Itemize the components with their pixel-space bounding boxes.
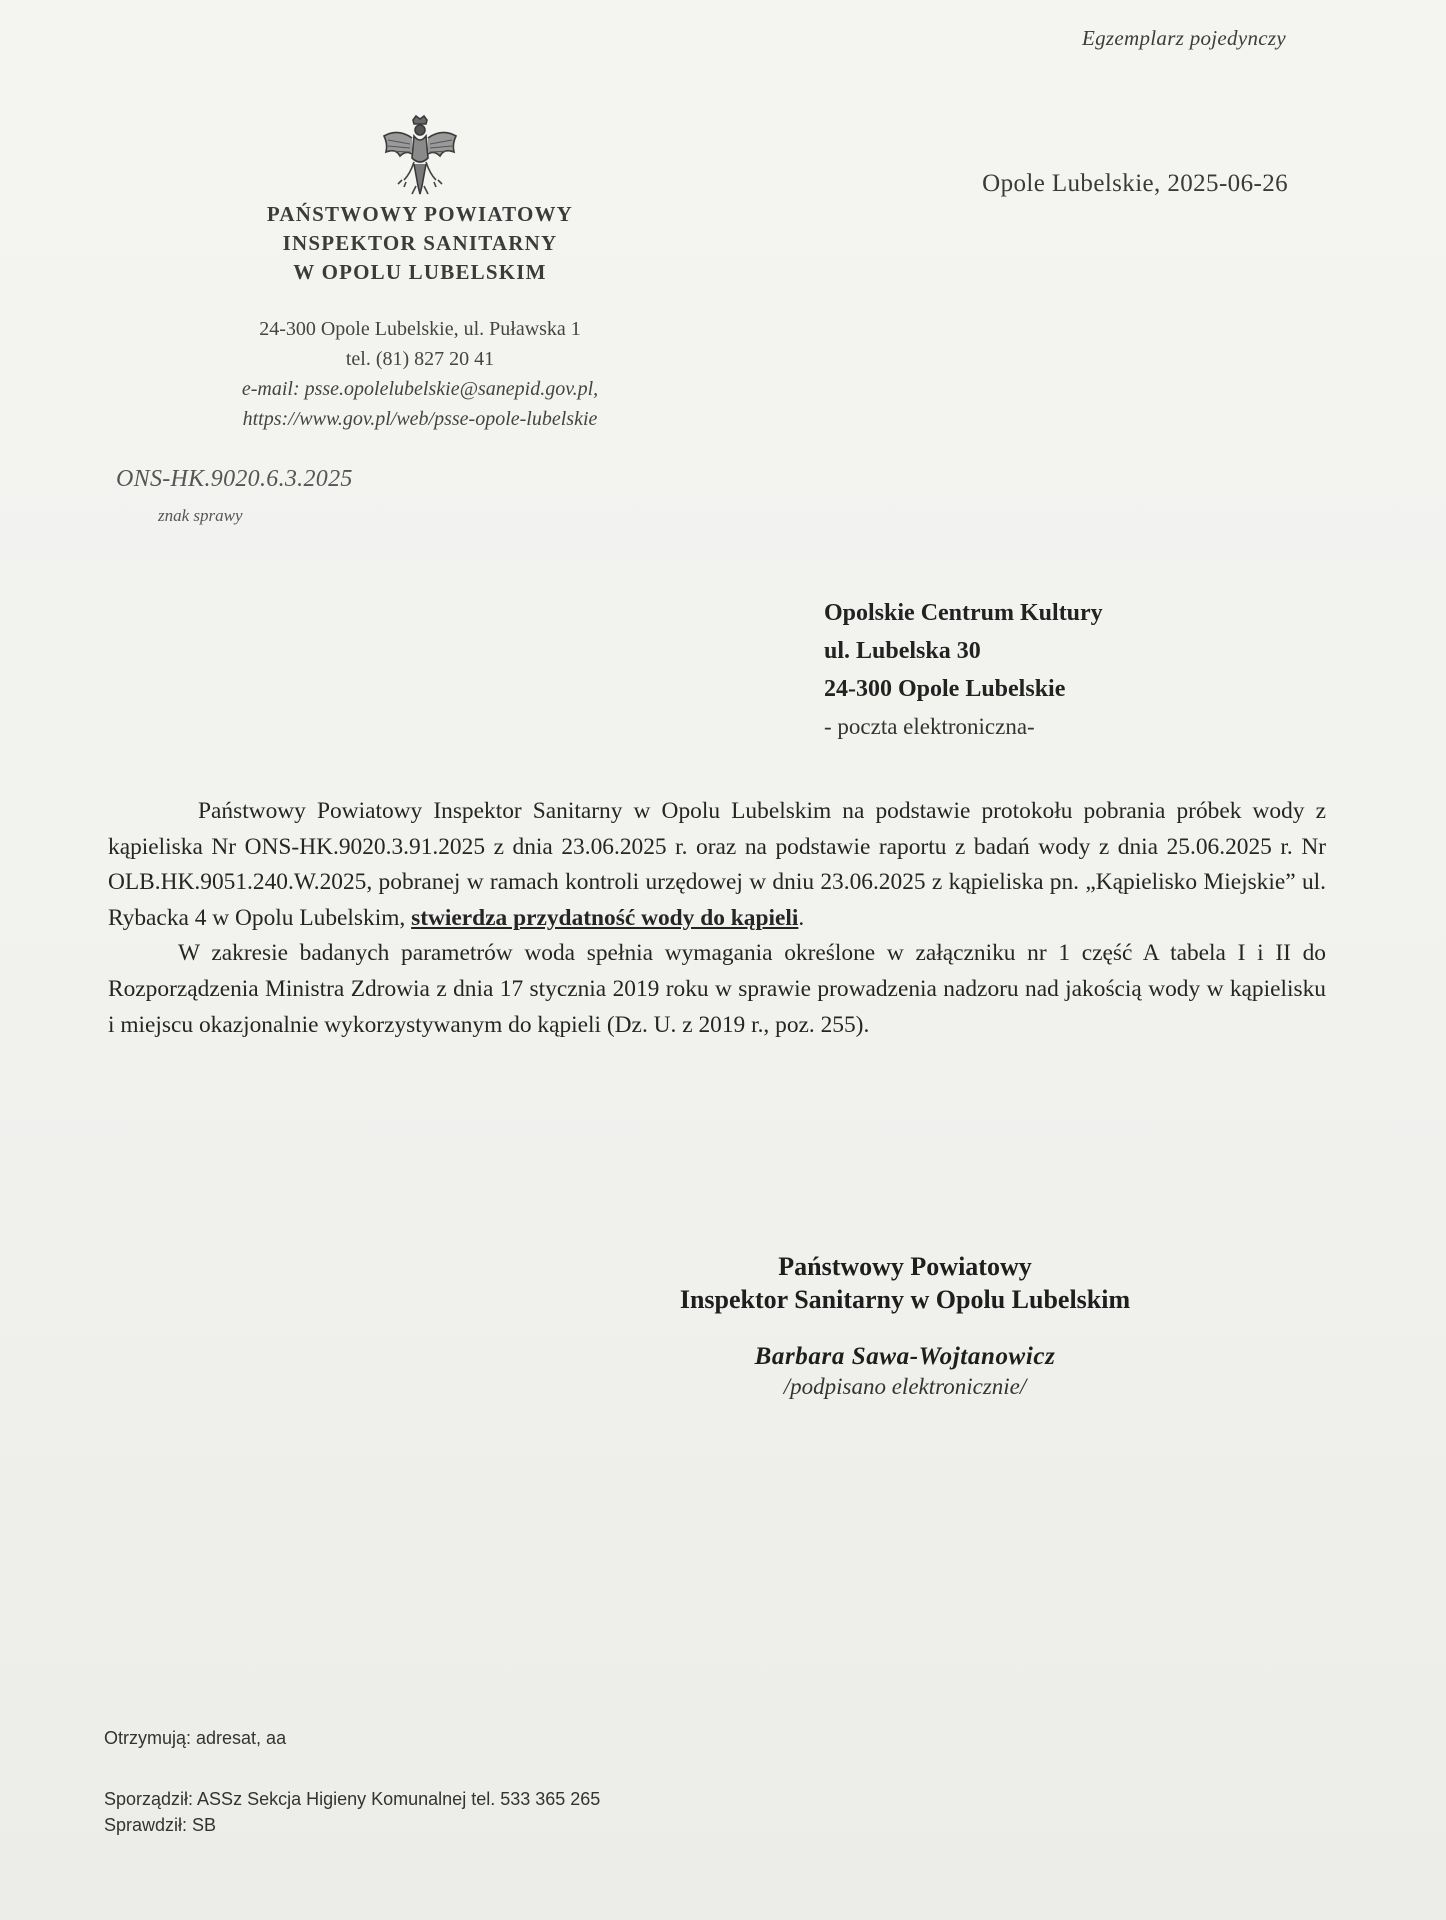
delivery-method: - poczta elektroniczna- <box>824 714 1035 739</box>
recipient-name: Opolskie Centrum Kultury <box>824 600 1103 626</box>
body-paragraph-1 <box>108 794 1326 936</box>
signatory-name: Barbara Sawa-Wojtanowicz <box>754 1343 1056 1370</box>
signatory-title-line-1: Państwowy Powiatowy <box>778 1252 1032 1281</box>
conclusion-highlight: stwierdza przydatność wody do kąpieli <box>411 904 799 931</box>
issuing-authority <box>220 200 620 287</box>
authority-line-1: PAŃSTWOWY POWIATOWY <box>266 202 574 226</box>
authority-address: 24-300 Opole Lubelskie, ul. Puławska 1 <box>259 318 581 340</box>
authority-contact <box>170 314 670 434</box>
receivers-note: Otrzymują: adresat, aa <box>104 1728 287 1748</box>
checked-by: Sprawdził: SB <box>104 1815 217 1835</box>
recipient-street: ul. Lubelska 30 <box>824 638 981 664</box>
body-paragraph-2: W zakresie badanych parametrów woda spełnia wymagania określone w załączniku nr 1 część A tabela I i II do Rozporządzenia Ministra Zdrowia z dnia 17 stycznia 2019 roku w sprawie prowadzenia nadzoru nad jakością wody w kąpielisku i miejscu okazjonalnie wykorzystywanym do kąpieli (Dz. U. z 2019 r., poz. 255). <box>108 940 1326 1038</box>
paragraph-1-end: . <box>798 904 805 931</box>
prepared-by: Sporządził: ASSz Sekcja Higieny Komunalnej tel. 533 365 265 <box>104 1789 601 1809</box>
case-number: ONS-HK.9020.6.3.2025 <box>116 466 353 492</box>
copy-note: Egzemplarz pojedynczy <box>1081 26 1286 50</box>
authority-line-2: INSPEKTOR SANITARNY <box>282 231 558 255</box>
authority-phone: tel. (81) 827 20 41 <box>345 348 495 370</box>
place-date: Opole Lubelskie, 2025-06-26 <box>982 170 1288 197</box>
preparation-notes <box>104 1786 600 1838</box>
case-number-label: znak sprawy <box>158 506 243 525</box>
signatory-title-line-2: Inspektor Sanitarny w Opolu Lubelskim <box>679 1285 1131 1314</box>
authority-website: https://www.gov.pl/web/psse-opole-lubelskie <box>242 408 598 430</box>
electronic-signature-note: /podpisano elektronicznie/ <box>783 1374 1027 1399</box>
recipient-block <box>824 594 1103 746</box>
recipient-city: 24-300 Opole Lubelskie <box>824 676 1066 702</box>
paragraph-1-text: Państwowy Powiatowy Inspektor Sanitarny w Opolu Lubelskim na podstawie protokołu pobrania próbek wody z kąpieliska Nr ONS-HK.9020.3.91.2025 z dnia 23.06.2025 r. oraz na podstawie raportu z badań wody z dnia 25.06.2025 r. Nr OLB.HK.9051.240.W.2025, pobranej w ramach kontroli urzędowej w dniu 23.06.2025 z kąpieliska pn. „Kąpielisko Miejskie” ul. Rybacka 4 w Opolu Lubelskim, <box>108 798 1326 931</box>
authority-email: e-mail: psse.opolelubelskie@sanepid.gov.pl, <box>241 378 599 400</box>
letter-body <box>108 794 1326 1043</box>
polish-eagle-emblem-icon <box>380 114 460 198</box>
signature-block <box>580 1250 1230 1402</box>
authority-line-3: W OPOLU LUBELSKIM <box>293 260 547 284</box>
